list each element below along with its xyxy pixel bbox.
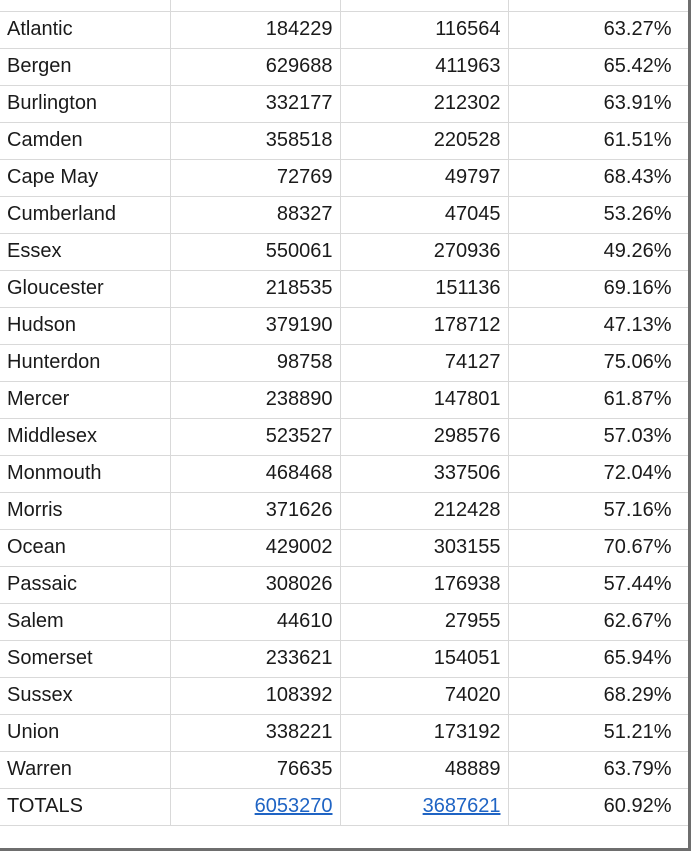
county-cell[interactable]: Union [0,714,170,751]
registered-cell[interactable]: 338221 [170,714,340,751]
turnout-pct-cell[interactable]: 62.67% [508,603,688,640]
registered-cell[interactable]: 468468 [170,455,340,492]
voted-cell[interactable]: 212302 [340,85,508,122]
voted-cell[interactable]: 147801 [340,381,508,418]
turnout-pct-cell[interactable]: 68.29% [508,677,688,714]
registered-cell[interactable]: 76635 [170,751,340,788]
registered-cell[interactable]: 429002 [170,529,340,566]
voted-cell[interactable]: 47045 [340,196,508,233]
county-cell[interactable]: Burlington [0,85,170,122]
county-cell[interactable]: Monmouth [0,455,170,492]
table-row [0,344,688,381]
county-cell[interactable]: Gloucester [0,270,170,307]
registered-cell[interactable]: 629688 [170,48,340,85]
county-cell[interactable]: Bergen [0,48,170,85]
table-row [0,677,688,714]
table-row [0,529,688,566]
voted-cell[interactable]: 337506 [340,455,508,492]
county-cell[interactable]: Salem [0,603,170,640]
table-row [0,159,688,196]
voted-cell[interactable]: 176938 [340,566,508,603]
table-row [0,307,688,344]
voted-cell[interactable]: 303155 [340,529,508,566]
county-cell[interactable]: Morris [0,492,170,529]
registered-cell[interactable]: 72769 [170,159,340,196]
table-row [0,640,688,677]
registered-cell[interactable]: 184229 [170,11,340,48]
table-row [0,85,688,122]
county-cell[interactable]: Atlantic [0,11,170,48]
voted-cell[interactable]: 298576 [340,418,508,455]
table-row [0,122,688,159]
turnout-pct-cell[interactable]: 61.51% [508,122,688,159]
table-row [0,48,688,85]
registered-cell[interactable]: 233621 [170,640,340,677]
registered-cell[interactable]: 379190 [170,307,340,344]
turnout-pct-cell[interactable]: 63.91% [508,85,688,122]
totals-registered-link[interactable]: 6053270 [254,795,333,817]
table-row [0,566,688,603]
table-row [0,270,688,307]
registered-cell[interactable]: 332177 [170,85,340,122]
turnout-pct-cell[interactable]: 63.79% [508,751,688,788]
table-row [0,603,688,640]
county-cell[interactable]: Hunterdon [0,344,170,381]
county-turnout-table [0,11,689,826]
registered-cell[interactable]: 44610 [170,603,340,640]
totals-pct-cell[interactable]: 60.92% [508,788,688,825]
table-row [0,381,688,418]
voted-cell[interactable]: 49797 [340,159,508,196]
turnout-pct-cell[interactable]: 63.27% [508,11,688,48]
voted-cell[interactable]: 151136 [340,270,508,307]
county-cell[interactable]: Mercer [0,381,170,418]
voted-cell[interactable]: 220528 [340,122,508,159]
table-row [0,751,688,788]
registered-cell[interactable]: 88327 [170,196,340,233]
totals-voted-link[interactable]: 3687621 [422,795,501,817]
turnout-pct-cell[interactable]: 61.87% [508,381,688,418]
table-row [0,418,688,455]
turnout-pct-cell[interactable]: 72.04% [508,455,688,492]
county-cell[interactable]: Camden [0,122,170,159]
voted-cell[interactable]: 116564 [340,11,508,48]
totals-row [0,788,688,825]
voted-cell[interactable]: 48889 [340,751,508,788]
county-cell[interactable]: Somerset [0,640,170,677]
gridline [170,0,171,11]
voted-cell[interactable]: 270936 [340,233,508,270]
totals-registered-cell[interactable] [170,788,340,825]
county-cell[interactable]: Middlesex [0,418,170,455]
turnout-pct-cell[interactable]: 68.43% [508,159,688,196]
registered-cell[interactable]: 550061 [170,233,340,270]
voted-cell[interactable]: 173192 [340,714,508,751]
turnout-pct-cell[interactable]: 69.16% [508,270,688,307]
voted-cell[interactable]: 74020 [340,677,508,714]
table-row [0,233,688,270]
registered-cell[interactable]: 218535 [170,270,340,307]
table-row [0,196,688,233]
county-cell[interactable]: Passaic [0,566,170,603]
voted-cell[interactable]: 411963 [340,48,508,85]
voted-cell[interactable]: 27955 [340,603,508,640]
turnout-pct-cell[interactable]: 53.26% [508,196,688,233]
totals-voted-cell[interactable] [340,788,508,825]
gridline [340,0,341,11]
table-row [0,714,688,751]
turnout-pct-cell[interactable]: 65.42% [508,48,688,85]
county-cell[interactable]: Cumberland [0,196,170,233]
county-cell[interactable]: Warren [0,751,170,788]
table-row [0,11,688,48]
turnout-pct-cell[interactable]: 75.06% [508,344,688,381]
table-body [0,11,688,825]
voted-cell[interactable]: 154051 [340,640,508,677]
county-cell[interactable]: Ocean [0,529,170,566]
registered-cell[interactable]: 371626 [170,492,340,529]
turnout-pct-cell[interactable]: 65.94% [508,640,688,677]
registered-cell[interactable]: 98758 [170,344,340,381]
turnout-pct-cell[interactable]: 51.21% [508,714,688,751]
turnout-pct-cell[interactable]: 47.13% [508,307,688,344]
voted-cell[interactable]: 74127 [340,344,508,381]
registered-cell[interactable]: 238890 [170,381,340,418]
county-cell[interactable]: Hudson [0,307,170,344]
turnout-pct-cell[interactable]: 57.44% [508,566,688,603]
registered-cell[interactable]: 308026 [170,566,340,603]
voted-cell[interactable]: 212428 [340,492,508,529]
turnout-pct-cell[interactable]: 49.26% [508,233,688,270]
county-cell[interactable]: Sussex [0,677,170,714]
registered-cell[interactable]: 523527 [170,418,340,455]
registered-cell[interactable]: 108392 [170,677,340,714]
turnout-pct-cell[interactable]: 57.03% [508,418,688,455]
voted-cell[interactable]: 178712 [340,307,508,344]
turnout-pct-cell[interactable]: 70.67% [508,529,688,566]
county-cell[interactable]: Essex [0,233,170,270]
totals-label-cell[interactable]: TOTALS [0,788,170,825]
county-cell[interactable]: Cape May [0,159,170,196]
table-row [0,492,688,529]
registered-cell[interactable]: 358518 [170,122,340,159]
gridline [508,0,509,11]
turnout-pct-cell[interactable]: 57.16% [508,492,688,529]
table-row [0,455,688,492]
